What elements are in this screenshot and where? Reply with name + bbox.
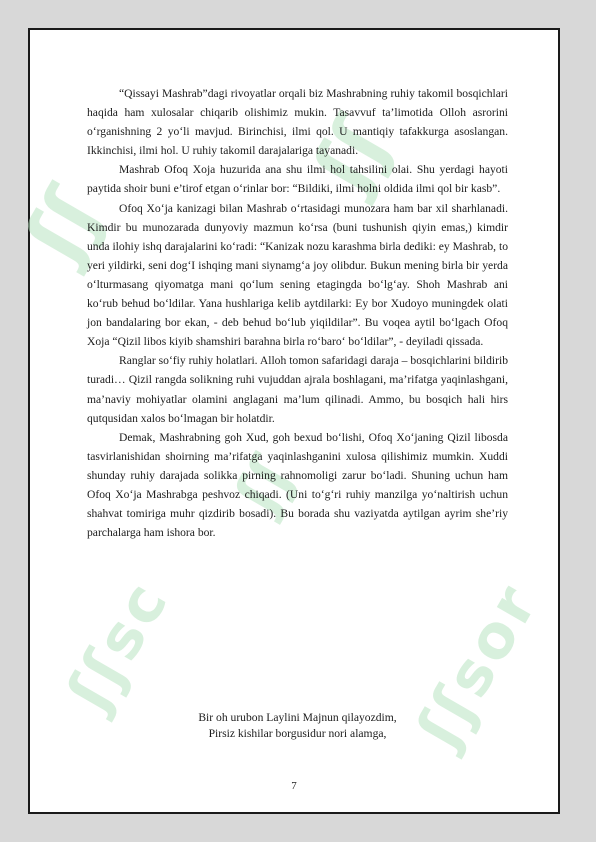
paragraph: Ranglar so‘fiy ruhiy holatlari. Alloh tomon safaridagi daraja – bosqichlarini bildirib turadi… Qizil rangda solikning ruhi vujuddan ajrala boshlagani, ma’rifatga yaqinlashgani, ma’naviy mohiyatlar olamini anglagani ma’lum qilinadi. Ammo, bu bosqich hali hirs qutqusidan xalos bo‘lmagan bir holatdir.	[87, 354, 508, 425]
watermark-logo-icon: ʃʃsor	[403, 571, 553, 759]
paragraph: Ofoq Xo‘ja kanizagi bilan Mashrab o‘rtasidagi munozara ham bar xil sharhlanadi. Kimdir bu munozarada dunyoviy mazmun ko‘rsa (buni tushunish qiyin emas,) kimdir unda ilohiy ishq darajalarini ko‘radi: “Kanizak nozu karashma birla dediki: ey Mashrab, to yeri yildirki, seni dog‘I ishqing mani siynamg‘a joy olibdur. Bukun mening birla bir yerda o‘lturmasang qiyomatga mani qo‘lum sening etagingda bo‘lg‘ay. Shoh Mashrab ani ko‘rub behud bo‘ldilar. Yana hushlariga kelib aytdilarki: Ey bor Xudoyo muningdek olati jon bandalaring bor ekan, - deb behud bo‘lub yiqildilar”. Bu voqea aytil bo‘lgach Ofoq Xoja “Qizil libos kiyib shamshiri barahna birla ro‘baro‘ bo‘ldilar”, - deyiladi qissada.	[87, 201, 508, 349]
verse-line: Pirsiz kishilar borgusidur nori alamga,	[208, 726, 387, 740]
watermark-logo-icon: ʃʃ	[297, 104, 408, 206]
body-text	[87, 84, 508, 542]
verse-line: Bir oh urubon Laylini Majnun qilayozdim,	[198, 711, 397, 724]
paragraph: Mashrab Ofoq Xoja huzurida ana shu ilmi hol tahsilini olai. Shu yerdagi hayoti paytida shoir buni e’tirof etgan o‘rinlar bor: “Bildiki, ilmi holni oldida ilmi qol bir kasb”.	[87, 163, 508, 196]
paragraph: “Qissayi Mashrab”dagi rivoyatlar orqali biz Mashrabning ruhiy takomil bosqichlari haqida ham xulosalar chiqarib olishimiz mukin. Tasavvuf ta’limotida Olloh asrorini o‘rganishning 2 yo‘li mavjud. Birinchisi, ilmi qol. U mantiqiy tafakkurga asoslangan. Ikkinchisi, ilmi hol. U ruhiy takomil darajalariga tayanadi.	[87, 87, 508, 158]
verse-block	[87, 710, 508, 741]
watermark-logo-icon: ʃʃsc	[53, 568, 184, 722]
page-number: 7	[291, 780, 297, 792]
document-page	[9, 28, 560, 814]
paragraph: Demak, Mashrabning goh Xud, goh bexud bo‘lishi, Ofoq Xo‘janing Qizil libosda tasvirlanishidan shoirning ma’rifatga yaqinlashganini xulosa qilishimiz mumkin. Xuddi shunday ruhiy darajada solikka pirning rahnomoligi zarur bo‘ladi. Shuning uchun ham Ofoq Xo‘ja Mashrabga peshvoz chiqadi. (Uni to‘g‘ri ruhiy manzilga yo‘naltirish uchun shahvat tomiriga muhr qizdirib bosadi). Bu borada shu vaziyatda aytilgan ayrim she’riy parchalarga ham ishora bor.	[87, 430, 508, 540]
watermark-logo-icon: ʃʃ	[9, 174, 120, 276]
watermark-logo-icon: ʃʃ	[222, 445, 308, 525]
